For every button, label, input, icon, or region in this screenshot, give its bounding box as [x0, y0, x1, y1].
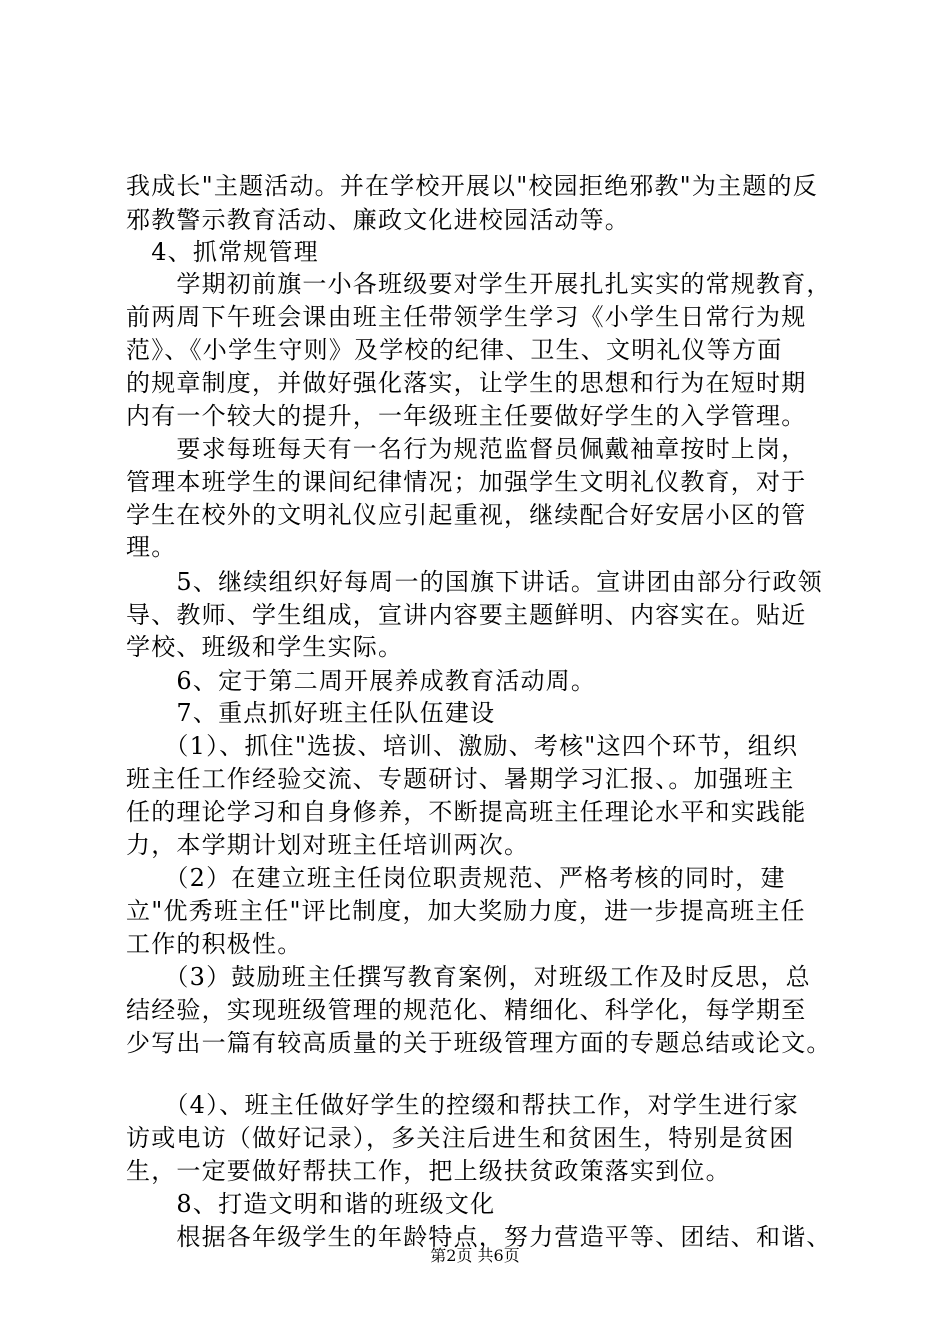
paragraph-line: 立"优秀班主任"评比制度，加大奖励力度，进一步提高班主任: [126, 897, 806, 925]
paragraph-line: 结经验，实现班级管理的规范化、精细化、科学化，每学期至: [126, 996, 807, 1024]
paragraph-line: 5、继续组织好每周一的国旗下讲话。宣讲团由部分行政领: [126, 568, 823, 596]
section-heading: 8、打造文明和谐的班级文化: [126, 1190, 496, 1218]
section-heading: 4、抓常规管理: [126, 238, 319, 266]
paragraph-line: 范》、《小学生守则》及学校的纪律、卫生、文明礼仪等方面: [126, 336, 783, 364]
paragraph-line: 的规章制度，并做好强化落实，让学生的思想和行为在短时期: [126, 369, 807, 397]
paragraph-line: 要求每班每天有一名行为规范监督员佩戴袖章按时上岗，: [126, 435, 807, 463]
paragraph-line: 管理本班学生的课间纪律情况；加强学生文明礼仪教育，对于: [126, 468, 807, 496]
page-footer: 第2页 共6页: [430, 1246, 520, 1265]
paragraph-line: 学校、班级和学生实际。: [126, 633, 404, 661]
section-heading: 7、重点抓好班主任队伍建设: [126, 699, 496, 727]
paragraph-line: 生，一定要做好帮扶工作，把上级扶贫政策落实到位。: [126, 1157, 731, 1185]
paragraph-line: 工作的积极性。: [126, 930, 303, 958]
paragraph-line: 我成长"主题活动。并在学校开展以"校园拒绝邪教"为主题的反: [126, 172, 818, 200]
paragraph-line: （2）在建立班主任岗位职责规范、严格考核的同时，建: [126, 864, 786, 892]
paragraph-line: 访或电访（做好记录），多关注后进生和贫困生，特别是贫困: [126, 1124, 795, 1152]
paragraph-line: 内有一个较大的提升，一年级班主任要做好学生的入学管理。: [126, 402, 807, 430]
paragraph-line: 根据各年级学生的年龄特点，努力营造平等、团结、和谐、: [126, 1223, 832, 1251]
paragraph-line: 理。: [126, 533, 177, 561]
paragraph-line: 前两周下午班会课由班主任带领学生学习《小学生日常行为规: [126, 303, 807, 331]
paragraph-line: 力，本学期计划对班主任培训两次。: [126, 831, 530, 859]
paragraph-line: （1）、抓住"选拔、培训、激励、考核"这四个环节，组织: [126, 732, 799, 760]
paragraph-line: 邪教警示教育活动、廉政文化进校园活动等。: [126, 206, 630, 234]
paragraph-line: （4）、班主任做好学生的控缀和帮扶工作，对学生进行家: [126, 1091, 799, 1119]
paragraph-line: 任的理论学习和自身修养，不断提高班主任理论水平和实践能: [126, 798, 807, 826]
paragraph-line: 班主任工作经验交流、专题研讨、暑期学习汇报、。加强班主: [126, 765, 795, 793]
paragraph-line: 学生在校外的文明礼仪应引起重视，继续配合好安居小区的管: [126, 501, 807, 529]
paragraph-line: （3）鼓励班主任撰写教育案例，对班级工作及时反思，总: [126, 963, 811, 991]
paragraph-line: 少写出一篇有较高质量的关于班级管理方面的专题总结或论文。: [126, 1029, 832, 1057]
paragraph-line: 6、定于第二周开展养成教育活动周。: [126, 667, 597, 695]
paragraph-line: 导、教师、学生组成，宣讲内容要主题鲜明、内容实在。贴近: [126, 601, 807, 629]
paragraph-line: 学期初前旗一小各班级要对学生开展扎扎实实的常规教育，: [126, 270, 832, 298]
